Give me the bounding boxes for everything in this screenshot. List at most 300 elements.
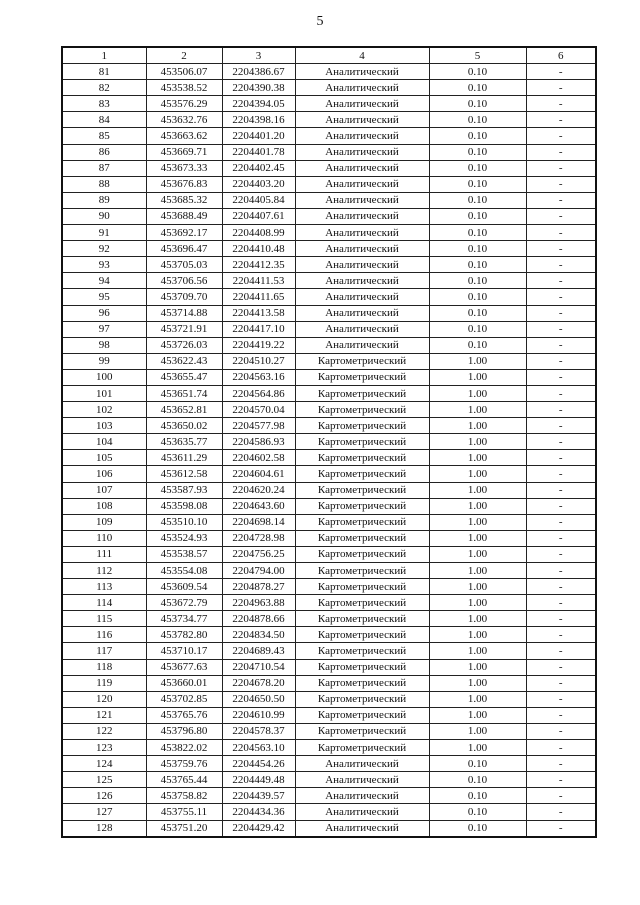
table-cell: Картометрический (295, 740, 429, 756)
table-cell: 120 (62, 691, 146, 707)
table-cell: 126 (62, 788, 146, 804)
table-cell: Аналитический (295, 64, 429, 80)
table-cell: 453751.20 (146, 820, 222, 837)
table-cell: 0.10 (429, 273, 526, 289)
table-cell: 127 (62, 804, 146, 820)
table-cell: 1.00 (429, 530, 526, 546)
table-cell: Картометрический (295, 659, 429, 675)
table-cell: 1.00 (429, 740, 526, 756)
table-row (62, 385, 596, 401)
table-cell: 86 (62, 144, 146, 160)
table-cell: 0.10 (429, 128, 526, 144)
table-cell: 1.00 (429, 563, 526, 579)
table-cell: 453676.83 (146, 176, 222, 192)
table-row (62, 289, 596, 305)
table-cell: 95 (62, 289, 146, 305)
table-cell: 0.10 (429, 80, 526, 96)
table-cell: 2204564.86 (222, 385, 295, 401)
table-cell: - (526, 192, 596, 208)
table-cell: Аналитический (295, 241, 429, 257)
table-cell: Картометрический (295, 482, 429, 498)
table-cell: 2204878.27 (222, 579, 295, 595)
table-cell: 84 (62, 112, 146, 128)
table-row (62, 595, 596, 611)
table-cell: 2204401.78 (222, 144, 295, 160)
table-cell: - (526, 289, 596, 305)
table-row (62, 514, 596, 530)
table-cell: 99 (62, 353, 146, 369)
table-row (62, 563, 596, 579)
table-cell: Картометрический (295, 723, 429, 739)
table-cell: Картометрический (295, 385, 429, 401)
table-cell: - (526, 740, 596, 756)
table-cell: 2204577.98 (222, 418, 295, 434)
table-row (62, 80, 596, 96)
table-cell: - (526, 659, 596, 675)
table-cell: - (526, 498, 596, 514)
table-cell: 0.10 (429, 820, 526, 837)
table-cell: 453660.01 (146, 675, 222, 691)
table-cell: - (526, 144, 596, 160)
table-cell: 0.10 (429, 257, 526, 273)
table-cell: 100 (62, 369, 146, 385)
table-cell: - (526, 402, 596, 418)
table-cell: 92 (62, 241, 146, 257)
table-cell: 2204794.00 (222, 563, 295, 579)
table-cell: 2204610.99 (222, 707, 295, 723)
table-cell: 1.00 (429, 418, 526, 434)
table-row (62, 627, 596, 643)
table-cell: 2204643.60 (222, 498, 295, 514)
table-row (62, 450, 596, 466)
table-cell: 453673.33 (146, 160, 222, 176)
table-cell: Картометрический (295, 530, 429, 546)
table-cell: 2204563.10 (222, 740, 295, 756)
table-cell: 118 (62, 659, 146, 675)
table-cell: 453655.47 (146, 369, 222, 385)
table-cell: 0.10 (429, 788, 526, 804)
table-cell: 93 (62, 257, 146, 273)
table-row (62, 273, 596, 289)
table-cell: 1.00 (429, 595, 526, 611)
table-row (62, 740, 596, 756)
table-cell: - (526, 627, 596, 643)
table-cell: 2204429.42 (222, 820, 295, 837)
table-cell: 101 (62, 385, 146, 401)
table-cell: 2204401.20 (222, 128, 295, 144)
table-cell: 453612.58 (146, 466, 222, 482)
table-cell: 85 (62, 128, 146, 144)
table-cell: Аналитический (295, 305, 429, 321)
table-cell: 453652.81 (146, 402, 222, 418)
table-cell: 2204390.38 (222, 80, 295, 96)
table-cell: - (526, 80, 596, 96)
table-cell: - (526, 64, 596, 80)
table-cell: 1.00 (429, 627, 526, 643)
table-cell: 453782.80 (146, 627, 222, 643)
table-cell: 0.10 (429, 804, 526, 820)
table-cell: 1.00 (429, 707, 526, 723)
table-cell: 453538.52 (146, 80, 222, 96)
table-cell: 2204510.27 (222, 353, 295, 369)
table-cell: Картометрический (295, 546, 429, 562)
table-cell: 1.00 (429, 611, 526, 627)
table-cell: 2204419.22 (222, 337, 295, 353)
table-cell: - (526, 579, 596, 595)
table-cell: - (526, 482, 596, 498)
table-cell: 0.10 (429, 756, 526, 772)
table-cell: 123 (62, 740, 146, 756)
table-row (62, 402, 596, 418)
table-row (62, 772, 596, 788)
table-cell: 108 (62, 498, 146, 514)
table-cell: 125 (62, 772, 146, 788)
table-cell: 2204578.37 (222, 723, 295, 739)
table-cell: 453635.77 (146, 434, 222, 450)
table-row (62, 305, 596, 321)
table-cell: 453611.29 (146, 450, 222, 466)
table-cell: Картометрический (295, 402, 429, 418)
table-cell: 453721.91 (146, 321, 222, 337)
table-cell: 453538.57 (146, 546, 222, 562)
table-cell: 106 (62, 466, 146, 482)
table-cell: - (526, 804, 596, 820)
table-cell: - (526, 756, 596, 772)
table-row (62, 257, 596, 273)
table-cell: 453822.02 (146, 740, 222, 756)
table-row (62, 691, 596, 707)
table-cell: 453669.71 (146, 144, 222, 160)
coordinates-table (61, 46, 597, 838)
table-cell: 453759.76 (146, 756, 222, 772)
table-cell: Аналитический (295, 176, 429, 192)
table-cell: 2204439.57 (222, 788, 295, 804)
column-header: 6 (526, 47, 596, 64)
table-cell: Аналитический (295, 112, 429, 128)
table-cell: 102 (62, 402, 146, 418)
table-cell: - (526, 96, 596, 112)
table-row (62, 208, 596, 224)
table-cell: 2204834.50 (222, 627, 295, 643)
table-cell: 2204403.20 (222, 176, 295, 192)
table-row (62, 643, 596, 659)
table-cell: Аналитический (295, 257, 429, 273)
table-cell: 1.00 (429, 723, 526, 739)
table-row (62, 804, 596, 820)
table-cell: 453685.32 (146, 192, 222, 208)
table-cell: Картометрический (295, 611, 429, 627)
table-cell: 104 (62, 434, 146, 450)
table-cell: 112 (62, 563, 146, 579)
table-cell: 0.10 (429, 160, 526, 176)
table-cell: 453734.77 (146, 611, 222, 627)
table-cell: - (526, 273, 596, 289)
table-cell: 110 (62, 530, 146, 546)
table-cell: Картометрический (295, 418, 429, 434)
table-row (62, 723, 596, 739)
table-cell: 119 (62, 675, 146, 691)
table-cell: 2204570.04 (222, 402, 295, 418)
table-row (62, 192, 596, 208)
table-cell: 2204878.66 (222, 611, 295, 627)
table-row (62, 434, 596, 450)
table-cell: 2204413.58 (222, 305, 295, 321)
table-cell: 1.00 (429, 643, 526, 659)
table-cell: 2204411.53 (222, 273, 295, 289)
table-cell: 81 (62, 64, 146, 80)
table-cell: 453524.93 (146, 530, 222, 546)
table-cell: 2204386.67 (222, 64, 295, 80)
table-row (62, 225, 596, 241)
table-cell: - (526, 418, 596, 434)
table-cell: Аналитический (295, 160, 429, 176)
table-row (62, 546, 596, 562)
table-cell: Аналитический (295, 96, 429, 112)
table-cell: 94 (62, 273, 146, 289)
table-cell: 1.00 (429, 579, 526, 595)
table-cell: 453796.80 (146, 723, 222, 739)
table-row (62, 144, 596, 160)
table-cell: 453632.76 (146, 112, 222, 128)
table-cell: - (526, 353, 596, 369)
table-cell: 0.10 (429, 208, 526, 224)
table-cell: 90 (62, 208, 146, 224)
table-cell: 453688.49 (146, 208, 222, 224)
table-cell: Картометрический (295, 627, 429, 643)
table-cell: Аналитический (295, 289, 429, 305)
table-cell: Аналитический (295, 225, 429, 241)
table-row (62, 756, 596, 772)
table-cell: 116 (62, 627, 146, 643)
table-cell: 2204710.54 (222, 659, 295, 675)
column-header: 4 (295, 47, 429, 64)
table-cell: 2204402.45 (222, 160, 295, 176)
table-cell: Картометрический (295, 450, 429, 466)
table-cell: Картометрический (295, 595, 429, 611)
table-cell: 2204650.50 (222, 691, 295, 707)
table-row (62, 482, 596, 498)
table-cell: - (526, 257, 596, 273)
table-cell: 0.10 (429, 241, 526, 257)
table-cell: 453651.74 (146, 385, 222, 401)
table-cell: 2204411.65 (222, 289, 295, 305)
table-cell: 89 (62, 192, 146, 208)
table-cell: - (526, 788, 596, 804)
table-cell: 0.10 (429, 321, 526, 337)
table-cell: Аналитический (295, 80, 429, 96)
table-cell: 453598.08 (146, 498, 222, 514)
table-cell: - (526, 112, 596, 128)
table-cell: - (526, 369, 596, 385)
table-cell: 1.00 (429, 659, 526, 675)
table-cell: 1.00 (429, 546, 526, 562)
table-cell: Аналитический (295, 788, 429, 804)
table-cell: 2204405.84 (222, 192, 295, 208)
table-cell: - (526, 820, 596, 837)
table-cell: Картометрический (295, 643, 429, 659)
table-row (62, 530, 596, 546)
table-cell: 2204398.16 (222, 112, 295, 128)
table-cell: 122 (62, 723, 146, 739)
table-cell: - (526, 643, 596, 659)
table-cell: 87 (62, 160, 146, 176)
table-row (62, 659, 596, 675)
table-cell: 124 (62, 756, 146, 772)
table-cell: 2204417.10 (222, 321, 295, 337)
table-cell: 453510.10 (146, 514, 222, 530)
table-cell: Картометрический (295, 353, 429, 369)
column-header: 2 (146, 47, 222, 64)
table-cell: 2204434.36 (222, 804, 295, 820)
column-header: 5 (429, 47, 526, 64)
table-cell: 0.10 (429, 96, 526, 112)
table-cell: - (526, 160, 596, 176)
table-row (62, 579, 596, 595)
table-cell: 453758.82 (146, 788, 222, 804)
table-cell: - (526, 675, 596, 691)
column-header: 3 (222, 47, 295, 64)
table-row (62, 353, 596, 369)
table-cell: 2204620.24 (222, 482, 295, 498)
table-cell: 453672.79 (146, 595, 222, 611)
table-cell: 453706.56 (146, 273, 222, 289)
table-cell: 1.00 (429, 450, 526, 466)
table-cell: 103 (62, 418, 146, 434)
table-cell: Картометрический (295, 498, 429, 514)
table-cell: 96 (62, 305, 146, 321)
table-cell: - (526, 450, 596, 466)
table-cell: 0.10 (429, 192, 526, 208)
table-cell: 453709.70 (146, 289, 222, 305)
table-cell: 0.10 (429, 144, 526, 160)
table-cell: - (526, 176, 596, 192)
table-row (62, 498, 596, 514)
table-cell: Аналитический (295, 804, 429, 820)
table-cell: - (526, 707, 596, 723)
table-cell: Картометрический (295, 514, 429, 530)
table-cell: - (526, 466, 596, 482)
table-cell: 453650.02 (146, 418, 222, 434)
table-cell: 453765.44 (146, 772, 222, 788)
table-cell: - (526, 691, 596, 707)
table-cell: 1.00 (429, 353, 526, 369)
table-cell: 453726.03 (146, 337, 222, 353)
table-header-row (62, 47, 596, 64)
table-cell: 113 (62, 579, 146, 595)
table-cell: Аналитический (295, 772, 429, 788)
table-cell: 453702.85 (146, 691, 222, 707)
table-cell: Картометрический (295, 579, 429, 595)
table-cell: Картометрический (295, 675, 429, 691)
table-row (62, 96, 596, 112)
table-cell: 2204394.05 (222, 96, 295, 112)
table-cell: Картометрический (295, 691, 429, 707)
table-cell: 453765.76 (146, 707, 222, 723)
table-row (62, 788, 596, 804)
table-cell: 0.10 (429, 289, 526, 305)
table-cell: 0.10 (429, 337, 526, 353)
table-cell: Аналитический (295, 321, 429, 337)
table-cell: 1.00 (429, 466, 526, 482)
table-cell: - (526, 241, 596, 257)
table-cell: 453714.88 (146, 305, 222, 321)
table-cell: - (526, 434, 596, 450)
table-row (62, 418, 596, 434)
table-cell: - (526, 530, 596, 546)
table-cell: 1.00 (429, 498, 526, 514)
table-cell: 453677.63 (146, 659, 222, 675)
table-cell: 121 (62, 707, 146, 723)
table-cell: - (526, 563, 596, 579)
table-row (62, 466, 596, 482)
table-cell: 98 (62, 337, 146, 353)
table-cell: 107 (62, 482, 146, 498)
table-cell: - (526, 337, 596, 353)
table-cell: 453705.03 (146, 257, 222, 273)
table-cell: - (526, 723, 596, 739)
table-cell: 0.10 (429, 176, 526, 192)
table-cell: 2204449.48 (222, 772, 295, 788)
table-cell: Аналитический (295, 337, 429, 353)
table-cell: 453506.07 (146, 64, 222, 80)
table-cell: - (526, 128, 596, 144)
table-cell: Картометрический (295, 466, 429, 482)
table-cell: Аналитический (295, 128, 429, 144)
table-row (62, 675, 596, 691)
table-row (62, 241, 596, 257)
table-cell: 2204728.98 (222, 530, 295, 546)
table-cell: 109 (62, 514, 146, 530)
table-cell: Картометрический (295, 434, 429, 450)
table-cell: 2204689.43 (222, 643, 295, 659)
table-cell: 115 (62, 611, 146, 627)
table-cell: 0.10 (429, 772, 526, 788)
table-cell: 105 (62, 450, 146, 466)
table-cell: 1.00 (429, 434, 526, 450)
table-cell: 2204963.88 (222, 595, 295, 611)
table-cell: 1.00 (429, 691, 526, 707)
table-cell: 1.00 (429, 514, 526, 530)
table-row (62, 64, 596, 80)
table-row (62, 160, 596, 176)
table-cell: 1.00 (429, 402, 526, 418)
page-number: 5 (316, 14, 324, 29)
table-cell: Аналитический (295, 756, 429, 772)
table-row (62, 112, 596, 128)
table-cell: Картометрический (295, 707, 429, 723)
table-cell: 2204756.25 (222, 546, 295, 562)
table-row (62, 176, 596, 192)
table-body (62, 64, 596, 837)
table-cell: Картометрический (295, 563, 429, 579)
table-cell: 128 (62, 820, 146, 837)
table-cell: Аналитический (295, 820, 429, 837)
table-cell: - (526, 385, 596, 401)
table-cell: 453609.54 (146, 579, 222, 595)
table-cell: 0.10 (429, 112, 526, 128)
table-cell: Аналитический (295, 144, 429, 160)
table-row (62, 820, 596, 837)
table-cell: 91 (62, 225, 146, 241)
table-cell: 111 (62, 546, 146, 562)
table-cell: 2204604.61 (222, 466, 295, 482)
table-row (62, 337, 596, 353)
table-cell: 2204602.58 (222, 450, 295, 466)
table-row (62, 611, 596, 627)
table-cell: 453587.93 (146, 482, 222, 498)
table-cell: 0.10 (429, 225, 526, 241)
table-cell: 2204412.35 (222, 257, 295, 273)
